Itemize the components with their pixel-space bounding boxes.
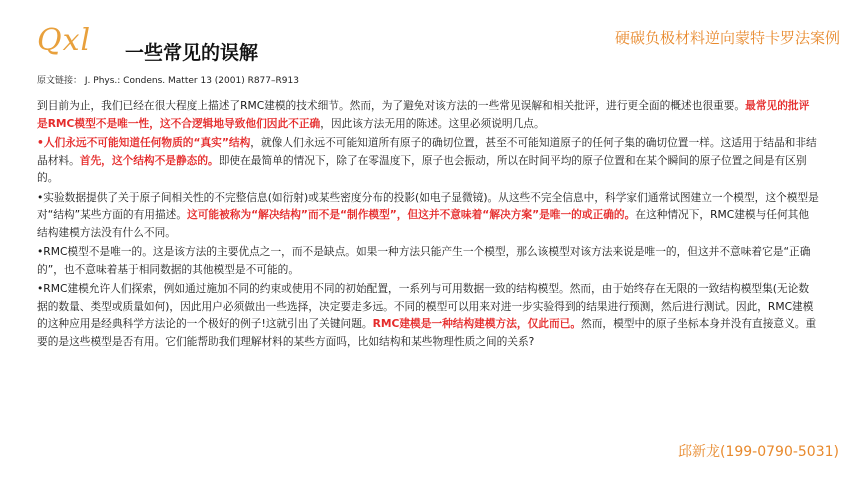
page-title: 一些常见的误解 — [125, 42, 259, 64]
highlight-text: 首先，这个结构不是静态的。 — [79, 153, 219, 167]
paragraph-text: 到目前为止，我们已经在很大程度上描述了RMC建模的技术细节。然而，为了避免对该方法的一些常见误解和相关批评，进行更全面的概述也很重要。 — [37, 99, 746, 112]
paragraph-intro — [37, 97, 819, 132]
paragraph-text: •实验数据提供了关于原子间相关性的不完整信息(如衍射)或某些密度分布的投影(如电子显微镜)。从这些不完全信息中，科学家们通常试图建立一个模型，这个模型是对“结构”某些方面的有用描述。 — [37, 190, 819, 221]
topic-title: 硬碳负极材料逆向蒙特卡罗法案例 — [614, 29, 840, 47]
source-label: 原文链接： — [37, 76, 83, 86]
paragraph-text: ，因此该方法无用的陈述。这里必须说明几点。 — [320, 116, 545, 130]
highlight-text: 这可能被称为“解决结构”而不是“制作模型”，但这并不意味着“解决方案”是唯一的或正确的。 — [187, 208, 636, 221]
paragraph-text: 即使在最简单的情况下，除了在零温度下，原子也会振动，所以在时间平均的原子位置和在某个瞬间的原子位置之间是有区别的。 — [37, 153, 807, 184]
bullet-explore-models — [37, 280, 819, 350]
bullet-not-unique — [37, 243, 819, 278]
paragraph-text: 在这种情况下，RMC建模与任何其他结构建模方法没有什么不同。 — [37, 208, 810, 239]
paragraph-text: ，就像人们永远不可能知道所有原子的确切位置，甚至不可能知道原子的任何子集的确切位置一样。这适用于结晶和非结晶材料。 — [37, 136, 817, 167]
paragraph-text: 然而，模型中的原子坐标本身并没有直接意义。重要的是这些模型是否有用。它们能帮助我们理解材料的某些方面吗，比如结构和某些物理性质之间的关系? — [37, 317, 817, 348]
paragraph-text: •RMC建模允许人们探索，例如通过施加不同的约束或使用不同的初始配置，一系列与可用数据一致的结构模型。然而，由于始终存在无限的一致结构模型集(无论数据的数量、类型或质量如何)，因此用户必须做出一些选择，决定要走多远。不同的模型可以用来对进一步实验得到的结果进行预测，然后进行测试。因此，RMC建模的这种应用是经典科学方法论的一个极好的例子!这就引出了关键问题。 — [37, 282, 814, 330]
bullet-true-structure — [37, 134, 819, 187]
author-contact: 邱新龙(199-0790-5031) — [677, 444, 839, 460]
highlight-text: 最常见的批评是RMC模型不是唯一性，这不合逻辑地导致他们因此不正确 — [37, 99, 810, 130]
source-reference: J. Phys.: Condens. Matter 13 (2001) R877–R913 — [84, 76, 299, 86]
bullet-experimental-data — [37, 189, 819, 242]
bullet-marker: • — [37, 136, 44, 149]
highlight-text: 人们永远不可能知道任何物质的“真实”结构 — [43, 136, 251, 149]
highlight-text: RMC建模是一种结构建模方法，仅此而已。 — [372, 317, 582, 330]
paragraph-text: •RMC模型不是唯一的。这是该方法的主要优点之一，而不是缺点。如果一种方法只能产生一个模型，那么该模型对该方法来说是唯一的，但这并不意味着它是“正确的”，也不意味着基于相同数据的其他模型是不可能的。 — [37, 245, 811, 276]
source-citation — [37, 73, 299, 86]
main-content — [37, 97, 819, 352]
brand-logo: Qxl — [37, 23, 92, 58]
